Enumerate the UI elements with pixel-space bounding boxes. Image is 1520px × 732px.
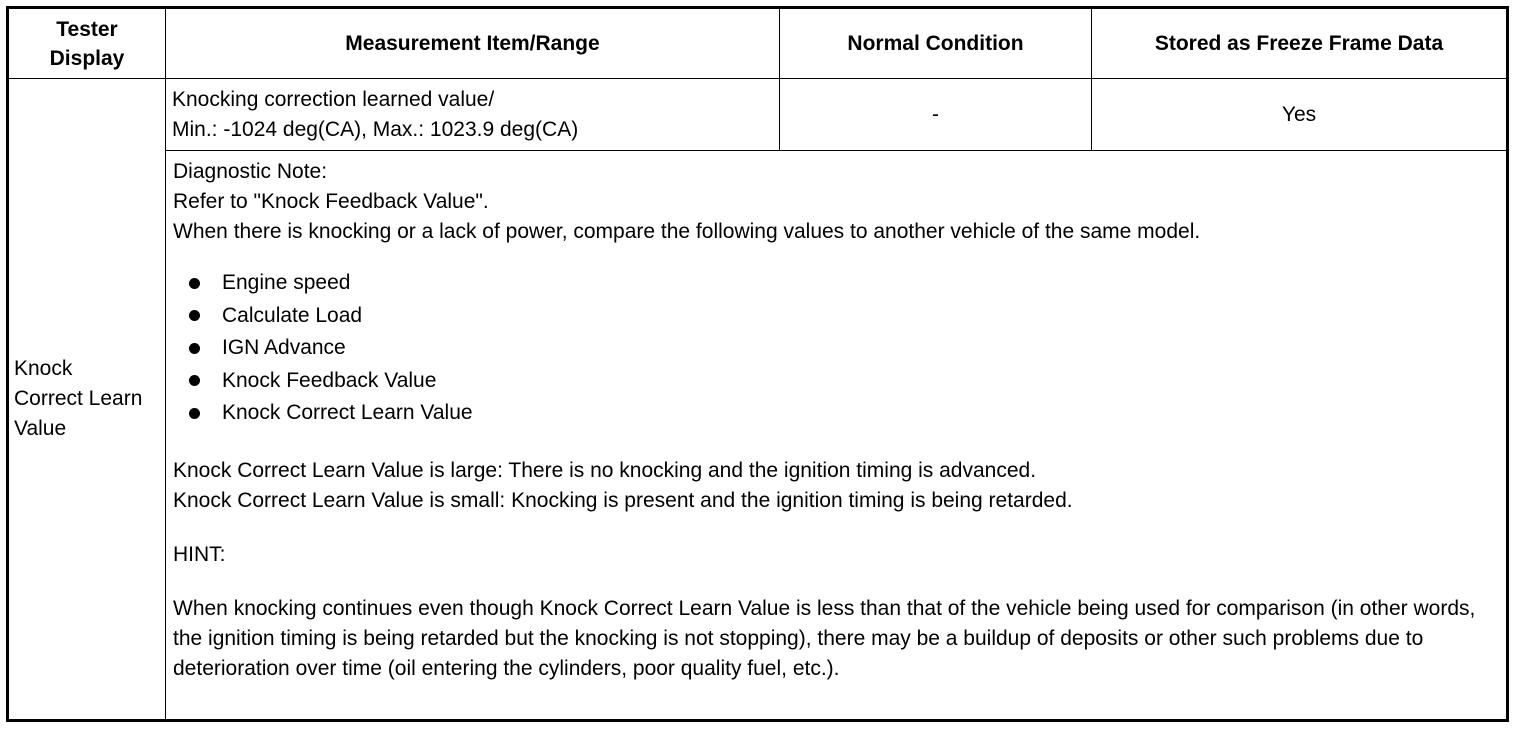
note-large: Knock Correct Learn Value is large: There is no knocking and the ignition timing is advanced. [173,458,1037,482]
measurement-line-1: Knocking correction learned value/ [172,87,495,111]
data-table [6,6,1509,722]
list-item [189,365,1498,398]
header-measurement: Measurement Item/Range [166,8,780,79]
header-tester-display [8,8,166,79]
list-item [189,397,1498,430]
diagnostic-note-cell [166,151,1508,721]
hint-text: When knocking continues even though Knock Correct Learn Value is less than that of the vehicle being used for comparison (in other words, the ignition timing is being retarded but the knocking is not stopping), there may be a buildup of deposits or other such problems due to deterioration over time (oil entering the cylinders, poor quality fuel, etc.). [173,596,1476,680]
list-item [189,332,1498,365]
list-item-label: IGN Advance [222,336,346,359]
list-item [189,267,1498,300]
bullet-icon [189,310,200,321]
note-small: Knock Correct Learn Value is small: Knocking is present and the ignition timing is being retarded. [173,488,1073,512]
freeze-frame-cell: Yes [1092,79,1508,151]
note-refer: Refer to "Knock Feedback Value". [173,190,489,213]
table-row [8,79,1508,151]
list-item-label: Engine speed [222,271,351,294]
bullet-icon [189,278,200,289]
header-freeze-frame: Stored as Freeze Frame Data [1092,8,1508,79]
list-item-label: Knock Feedback Value [222,368,437,392]
header-normal-condition: Normal Condition [780,8,1092,79]
note-compare: When there is knocking or a lack of power, compare the following values to another vehicle of the same model. [173,220,1201,243]
compare-list [173,267,1498,430]
measurement-line-2: Min.: -1024 deg(CA), Max.: 1023.9 deg(CA) [172,117,579,141]
tester-display-cell [8,79,166,721]
normal-condition-cell: - [780,79,1092,151]
list-item-label: Knock Correct Learn Value [222,401,473,424]
header-tester-display-text: Tester Display [49,17,125,70]
tester-display-value: Knock Correct Learn Value [14,357,143,440]
list-item-label: Calculate Load [222,303,363,327]
bullet-icon [189,408,200,419]
bullet-icon [189,343,200,354]
header-row [8,8,1508,79]
bullet-icon [189,375,200,386]
hint-label: HINT: [173,542,226,566]
list-item [189,300,1498,333]
note-row [8,151,1508,721]
measurement-cell [166,79,780,151]
note-title: Diagnostic Note: [173,160,328,183]
